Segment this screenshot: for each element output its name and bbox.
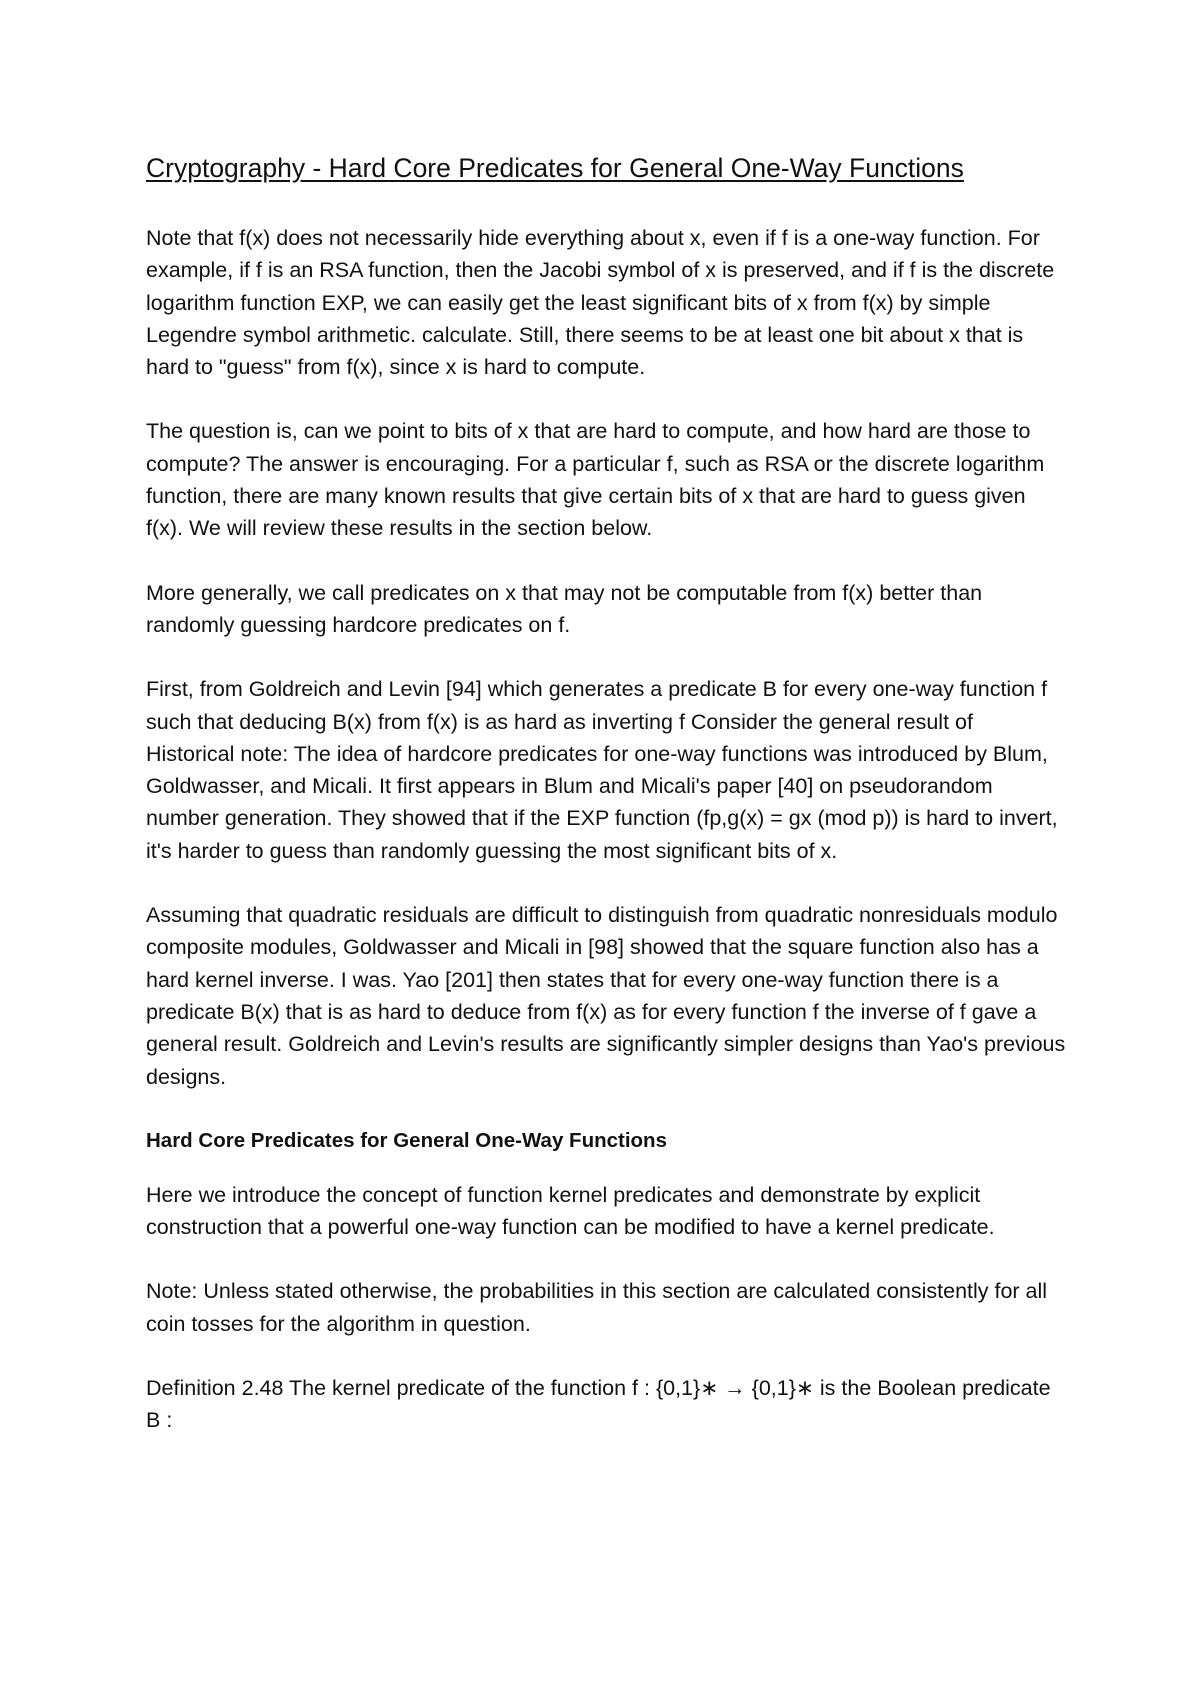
paragraph-quadratic-residuals: Assuming that quadratic residuals are difficult to distinguish from quadratic nonresiduals modulo composite modules, Goldwasser and Micali in [98] showed that the square function also has a hard kernel inverse. I was. Yao [201] then states that for every one-way function there is a predicate B(x) that is as hard to deduce from f(x) as for every function f the inverse of f gave a general result. Goldreich and Levin's results are significantly simpler designs than Yao's previous designs. — [146, 903, 1066, 1089]
paragraph-historical-note: First, from Goldreich and Levin [94] which generates a predicate B for every one-way function f such that deducing B(x) from f(x) is as hard as inverting f Consider the general result of Historical note: The idea of hardcore predicates for one-way functions was introduced by Blum, Goldwasser, and Micali. It first appears in Blum and Micali's paper [40] on pseudorandom number generation. They showed that if the EXP function (fp,g(x) = gx (mod p)) is hard to invert, it's harder to guess than randomly guessing the most significant bits of x. — [146, 677, 1058, 863]
paragraph-probability-note: Note: Unless stated otherwise, the probabilities in this section are calculated consistently for all coin tosses for the algorithm in question. — [146, 1279, 1048, 1336]
paragraph-hard-bits-question: The question is, can we point to bits of x that are hard to compute, and how hard are those to compute? The answer is encouraging. For a particular f, such as RSA or the discrete logarithm function, there are many known results that give certain bits of x that are hard to guess given f(x). We will review these results in the section below. — [146, 419, 1045, 541]
paragraph-definition-2-48: Definition 2.48 The kernel predicate of the function f : {0,1}∗ → {0,1}∗ is the Boolean predicate B : — [146, 1376, 1051, 1433]
document-page — [146, 150, 1066, 1469]
paragraph-kernel-intro: Here we introduce the concept of function kernel predicates and demonstrate by explicit construction that a powerful one-way function can be modified to have a kernel predicate. — [146, 1182, 995, 1240]
section-heading: Hard Core Predicates for General One-Way Functions — [146, 1128, 667, 1152]
document-title: Cryptography - Hard Core Predicates for General One-Way Functions — [146, 153, 964, 183]
paragraph-one-way-leakage: Note that f(x) does not necessarily hide everything about x, even if f is a one-way function. For example, if f is an RSA function, then the Jacobi symbol of x is preserved, and if f is the discrete logarithm function EXP, we can easily get the least significant bits of x from f(x) by simple Legendre symbol arithmetic. calculate. Still, there seems to be at least one bit about x that is hard to "guess" from f(x), since x is hard to compute. — [146, 226, 1055, 380]
paragraph-hardcore-definition: More generally, we call predicates on x that may not be computable from f(x) better than randomly guessing hardcore predicates on f. — [146, 580, 983, 637]
